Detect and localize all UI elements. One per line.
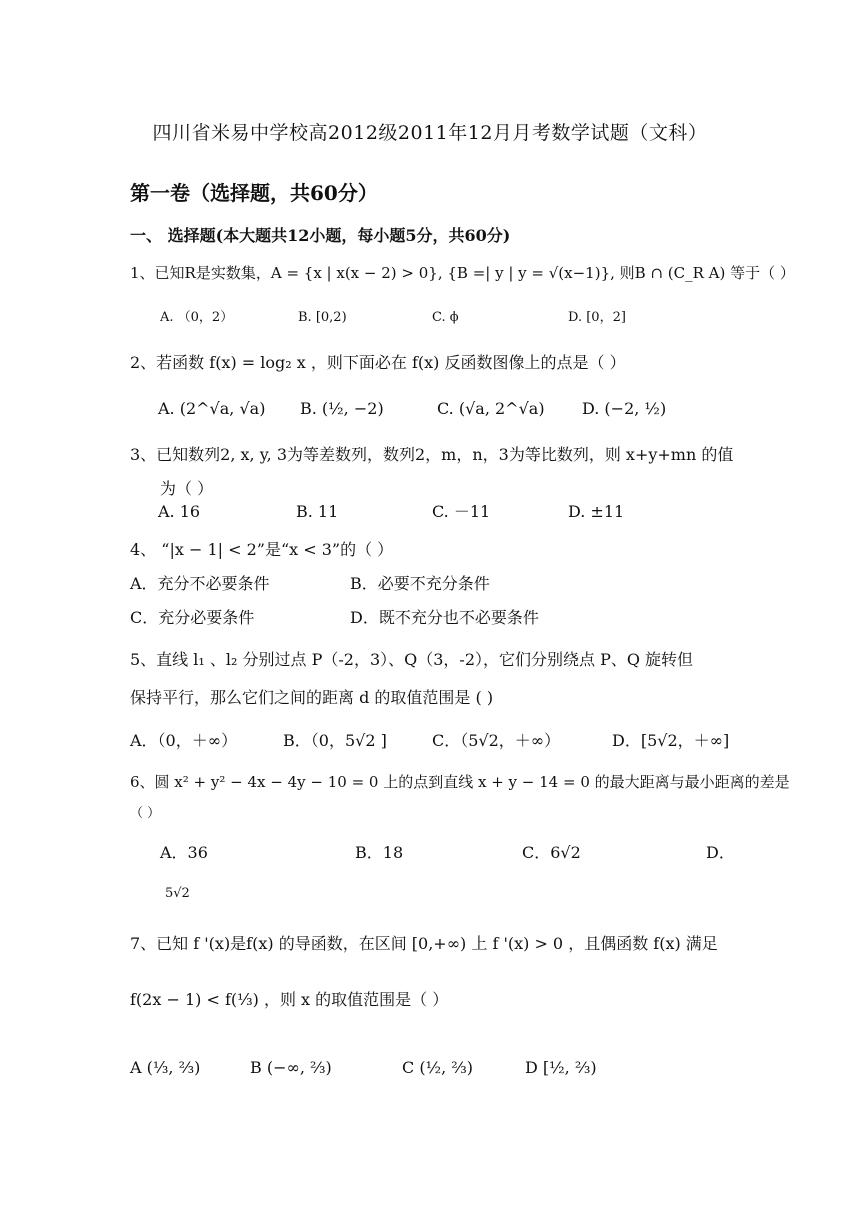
question-6-option-a: A．36	[160, 843, 208, 862]
question-7-stem-line-2: f(2x − 1) < f(⅓) ，则 x 的取值范围是（ ）	[130, 990, 449, 1009]
question-3-stem-line-1: 3、已知数列2, x, y, 3为等差数列，数列2，m，n，3为等比数列，则 x+y+mn 的值	[130, 445, 734, 464]
question-2-stem: 2、若函数 f(x) = log₂ x ，则下面必在 f(x) 反函数图像上的点是（ ）	[130, 353, 626, 372]
question-4-option-c: C．充分必要条件	[130, 608, 255, 627]
question-3-option-c: C. －11	[432, 502, 491, 521]
question-6-stem-line-1: 6、圆 x² + y² − 4x − 4y − 10 = 0 上的点到直线 x + y − 14 = 0 的最大距离与最小距离的差是	[130, 773, 790, 791]
section-subheading: 一、 选择题(本大题共12小题，每小题5分，共60分)	[130, 226, 511, 245]
question-1-option-a: A. （0，2）	[160, 310, 234, 325]
question-6-option-c: C．6√2	[522, 843, 581, 862]
question-2-option-c: C. (√a, 2^√a)	[437, 399, 545, 418]
question-7-stem-line-1: 7、已知 f '(x)是f(x) 的导函数，在区间 [0,+∞) 上 f '(x) > 0 ，且偶函数 f(x) 满足	[130, 934, 718, 953]
question-2-option-a: A. (2^√a, √a)	[158, 399, 266, 418]
question-4-option-d: D．既不充分也不必要条件	[350, 608, 539, 627]
question-1-option-d: D. [0，2]	[568, 310, 626, 325]
question-5-stem-line-2: 保持平行，那么它们之间的距离 d 的取值范围是 ( )	[130, 688, 494, 707]
page-title: 四川省米易中学校高2012级2011年12月月考数学试题（文科）	[152, 122, 708, 144]
question-5-option-b: B．（0，5√2 ]	[283, 731, 387, 750]
question-4-option-a: A．充分不必要条件	[130, 574, 270, 593]
question-7-option-a: A (⅓, ⅔)	[130, 1058, 201, 1077]
question-5-stem-line-1: 5、直线 l₁ 、l₂ 分别过点 P（-2，3）、Q（3，-2），它们分别绕点 P、Q 旋转但	[130, 650, 694, 669]
question-5-option-c: C．（5√2，＋∞）	[432, 731, 561, 750]
section-heading: 第一卷（选择题，共60分）	[130, 181, 378, 205]
question-6-option-d-value: 5√2	[165, 886, 190, 901]
question-6-option-d: D．	[706, 843, 735, 862]
question-4-option-b: B．必要不充分条件	[350, 574, 490, 593]
question-3-option-a: A. 16	[158, 502, 201, 521]
question-5-option-a: A．（0，＋∞）	[130, 731, 238, 750]
question-1-option-c: C. ϕ	[432, 310, 459, 325]
question-3-stem-line-2: 为（ ）	[160, 479, 214, 498]
question-5-option-d: D．[5√2，＋∞]	[612, 731, 730, 750]
question-2-option-d: D. (−2, ½)	[582, 399, 667, 418]
question-7-option-b: B (−∞, ⅔)	[250, 1058, 332, 1077]
question-1-stem: 1、已知R是实数集，A = {x | x(x − 2) > 0}, {B =| y | y = √(x−1)}, 则B ∩ (C_R A) 等于（ ）	[130, 264, 795, 282]
question-4-stem: 4、 “|x − 1| < 2”是“x < 3”的（ ）	[130, 540, 394, 559]
question-2-option-b: B. (½, −2)	[300, 399, 384, 418]
question-3-option-d: D. ±11	[568, 502, 625, 521]
question-6-stem-line-2: （ ）	[130, 806, 161, 821]
question-7-option-c: C (½, ⅔)	[402, 1058, 473, 1077]
question-6-option-b: B．18	[355, 843, 404, 862]
question-1-option-b: B. [0,2)	[298, 310, 347, 325]
question-7-option-d: D [½, ⅔)	[525, 1058, 597, 1077]
question-3-option-b: B. 11	[296, 502, 339, 521]
